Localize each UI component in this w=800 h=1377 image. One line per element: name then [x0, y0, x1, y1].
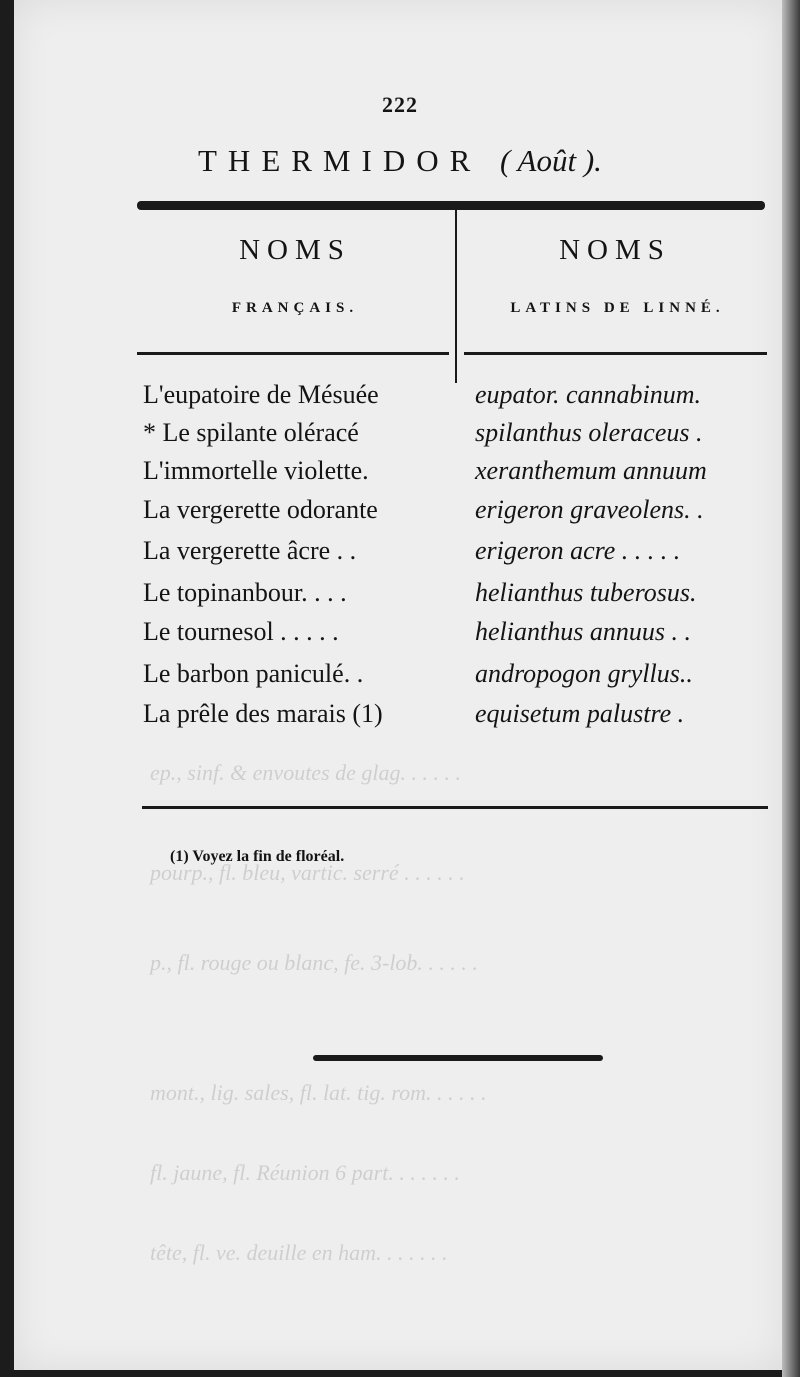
french-name: Le tournesol . . . . . [143, 617, 339, 646]
end-ornament-rule [313, 1055, 603, 1061]
latin-name: helianthus tuberosus. [475, 578, 697, 607]
french-name: La prêle des marais (1) [143, 699, 383, 728]
bleed-through-text: tête, fl. ve. deuille en ham. . . . . . . [150, 1240, 448, 1265]
latin-name: andropogon gryllus.. [475, 659, 693, 688]
footnote: (1) Voyez la fin de floréal. [170, 848, 345, 865]
latin-name: helianthus annuus . . [475, 617, 691, 646]
page-number: 222 [382, 92, 418, 117]
bleed-through-text: fl. jaune, fl. Réunion 6 part. . . . . . . [150, 1160, 460, 1185]
column-divider [455, 205, 457, 383]
bleed-through-text: p., fl. rouge ou blanc, fe. 3-lob. . . . . . [150, 950, 478, 975]
french-name: Le topinanbour. . . . [143, 578, 347, 607]
header-month: ( Août ). [500, 143, 602, 178]
table-top-rule [137, 201, 765, 210]
french-name: La vergerette odorante [143, 495, 378, 524]
left-column-subtitle: FRANÇAIS. [231, 300, 359, 316]
table-bottom-rule [142, 806, 768, 809]
latin-name: erigeron acre . . . . . [475, 536, 681, 565]
right-column-title: NOMS [559, 234, 671, 266]
latin-name: xeranthemum annuum [475, 456, 707, 485]
french-name: L'eupatoire de Mésuée [143, 380, 379, 409]
latin-name: eupator. cannabinum. [475, 380, 702, 409]
latin-name: spilanthus oleraceus . [475, 418, 703, 447]
page-header [198, 143, 602, 179]
bleed-through-text: pourp., fl. bleu, vartic. serré . . . . . . [150, 860, 465, 885]
french-name: L'immortelle violette. [143, 456, 369, 485]
page-edge-shadow [782, 0, 800, 1377]
latin-name: equisetum palustre . [475, 699, 685, 728]
bleed-through-text: mont., lig. sales, fl. lat. tig. rom. . . . . . [150, 1080, 487, 1105]
left-column-title: NOMS [239, 234, 351, 266]
latin-name: erigeron graveolens. . [475, 495, 704, 524]
header-title: THERMIDOR [198, 143, 482, 178]
bleed-through-text: ep., sinf. & envoutes de glag. . . . . . [150, 760, 462, 785]
french-name: Le barbon paniculé. . [143, 659, 364, 688]
right-column-subtitle: LATINS DE LINNÉ. [510, 300, 725, 316]
header-rule-left [137, 352, 449, 355]
french-name: La vergerette âcre . . [143, 536, 357, 565]
french-name: * Le spilante oléracé [143, 418, 359, 447]
header-rule-right [464, 352, 767, 355]
